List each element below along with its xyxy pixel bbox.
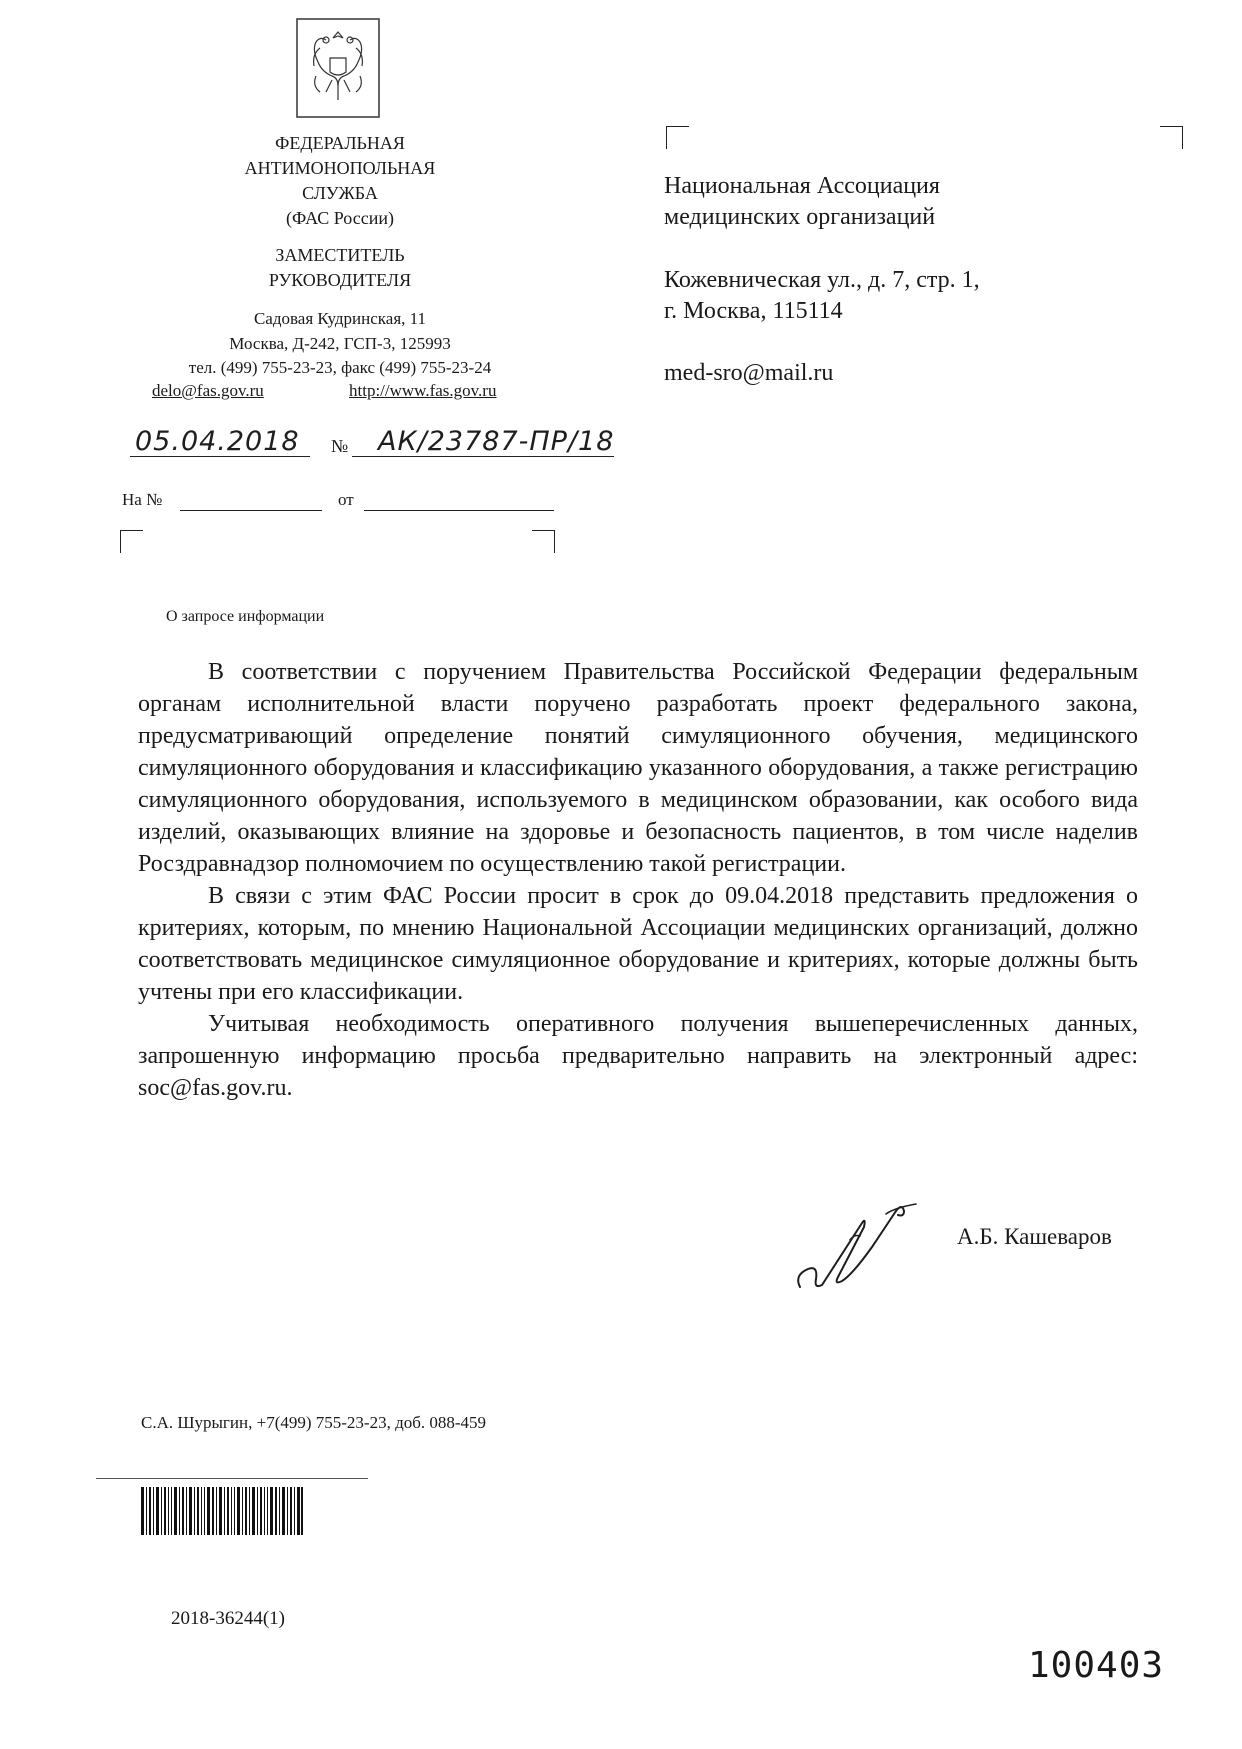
sender-phone-fax: тел. (499) 755-23-23, факс (499) 755-23-24 (188, 358, 492, 377)
recipient-name-line2: медицинских организаций (664, 204, 936, 230)
corner-mark (666, 126, 689, 149)
body-paragraph: В связи с этим ФАС России просит в срок до 09.04.2018 представить предложения о критериях, которым, по мнению Национальной Ассоциации медицинских организаций, должно соответствовать медицинское симуляционное оборудование и критериях, которые должны быть учтены при его классификации. (138, 883, 1138, 1005)
registration-number: 2018-36244(1) (171, 1608, 285, 1629)
recipient-address-city: г. Москва, 115114 (664, 298, 843, 324)
outgoing-date-handwritten: 05.04.2018 (135, 426, 300, 457)
recipient-email: med-sro@mail.ru (664, 360, 834, 386)
sender-org-line: ФЕДЕРАЛЬНАЯ (275, 133, 405, 153)
sender-org-abbreviation: (ФАС России) (286, 208, 394, 228)
handwritten-signature (790, 1192, 970, 1302)
letter-body (138, 656, 1138, 1104)
outgoing-number-handwritten: АК/23787-ПР/18 (378, 426, 615, 457)
corner-mark (120, 530, 143, 553)
coat-of-arms-emblem (296, 18, 380, 118)
recipient-address-street: Кожевническая ул., д. 7, стр. 1, (664, 267, 980, 293)
executor-contact: С.А. Шурыгин, +7(499) 755-23-23, доб. 088-459 (141, 1413, 487, 1432)
sender-address-street: Садовая Кудринская, 11 (253, 309, 427, 328)
corner-mark (532, 530, 555, 553)
sender-position-line: ЗАМЕСТИТЕЛЬ (275, 245, 405, 265)
separator-line (96, 1478, 368, 1479)
reference-number-label: На № (122, 490, 163, 509)
signatory-name: А.Б. Кашеваров (957, 1224, 1112, 1249)
recipient-name-line1: Национальная Ассоциация (664, 173, 940, 199)
corner-mark (1160, 126, 1183, 149)
body-paragraph: В соответствии с поручением Правительства Российской Федерации федеральным органам исполнительной власти поручено разработать проект федерального закона, предусматривающий определение понятий симуляционного обучения, медицинского симуляционного оборудования и классификацию указанного оборудования, а также регистрацию симуляционного оборудования, используемого в медицинском образовании, как особого вида изделий, оказывающих влияние на здоровье и безопасность пациентов, в том числе наделив Росздравнадзор полномочием по осуществлению такой регистрации. (138, 659, 1138, 877)
reference-date-label: от (338, 490, 354, 509)
reference-date-blank (364, 510, 554, 511)
document-number: 100403 (1028, 1645, 1165, 1686)
sender-email: delo@fas.gov.ru (152, 381, 264, 400)
number-underline (352, 456, 614, 457)
sender-org-line: АНТИМОНОПОЛЬНАЯ (244, 158, 436, 178)
date-underline (130, 456, 310, 457)
sender-website: http://www.fas.gov.ru (349, 381, 497, 400)
body-paragraph: Учитывая необходимость оперативного получения вышеперечисленных данных, запрошенную информацию просьба предварительно направить на электронный адрес: soc@fas.gov.ru. (138, 1011, 1138, 1101)
letter-subject: О запросе информации (166, 608, 325, 625)
number-sign: № (331, 436, 349, 456)
sender-address-city: Москва, Д-242, ГСП-3, 125993 (229, 334, 451, 353)
sender-position-line: РУКОВОДИТЕЛЯ (268, 270, 412, 290)
barcode-image (141, 1487, 303, 1535)
sender-org-line: СЛУЖБА (302, 183, 378, 203)
reference-number-blank (180, 510, 322, 511)
